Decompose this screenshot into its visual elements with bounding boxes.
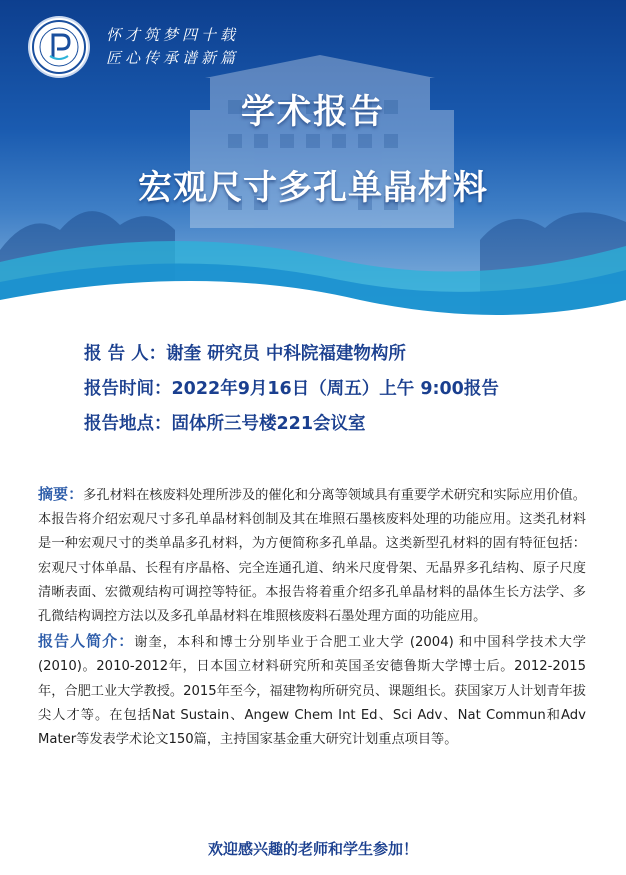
slogan-line-2: 匠心传承谱新篇 xyxy=(106,49,240,67)
abstract-paragraph xyxy=(38,482,586,629)
location-info: 报告地点：固体所三号楼221会议室 xyxy=(84,414,366,434)
slogan-line-1: 怀才筑梦四十载 xyxy=(106,26,240,44)
abstract-text: 多孔材料在核废料处理所涉及的催化和分离等领域具有重要学术研究和实际应用价值。本报告将介绍宏观尺寸多孔单晶材料创制及其在堆照石墨核废料处理的功能应用。这类孔材料是一种宏观尺寸的类单晶多孔材料，为方便简称多孔单晶。这类新型孔材料的固有特征包括：宏观尺寸体单晶、长程有序晶格、完全连通孔道、纳米尺度骨架、无晶界多孔结构、原子尺度清晰表面、宏微观结构可调控等特征。本报告将着重介绍多孔单晶材料的晶体生长方法学、多孔微结构调控方法以及多孔单晶材料在堆照核废料石墨处理方面的功能应用。 xyxy=(38,488,586,625)
logo-emblem-icon xyxy=(30,18,88,76)
header-banner xyxy=(0,0,626,340)
speaker-info: 报 告 人：谢奎 研究员 中科院福建物构所 xyxy=(84,344,406,364)
report-content xyxy=(38,482,586,752)
report-label: 学术报告 xyxy=(241,92,385,132)
time-info: 报告时间：2022年9月16日（周五）上午 9:00报告 xyxy=(84,379,499,399)
abstract-label: 摘要： xyxy=(38,485,84,503)
bio-paragraph xyxy=(38,629,586,752)
report-title: 宏观尺寸多孔单晶材料 xyxy=(138,168,488,208)
bio-text: 谢奎，本科和博士分别毕业于合肥工业大学 (2004) 和中国科学技术大学 (2010)。2010-2012年，日本国立材料研究所和英国圣安德鲁斯大学博士后。2012-2015年，合肥工业大学教授。2015年至今，福建物构所研究员、课题组长。获国家万人计划青年拔尖人才等。在包括Nat Sustain、Angew Chem Int Ed、Sci Adv、Nat Commun和Adv Mater等发表学术论文150篇，主持国家基金重大研究计划重点项目等。 xyxy=(38,635,586,748)
institute-logo xyxy=(30,18,88,76)
welcome-note: 欢迎感兴趣的老师和学生参加！ xyxy=(207,840,418,858)
bio-label: 报告人简介： xyxy=(38,632,135,651)
